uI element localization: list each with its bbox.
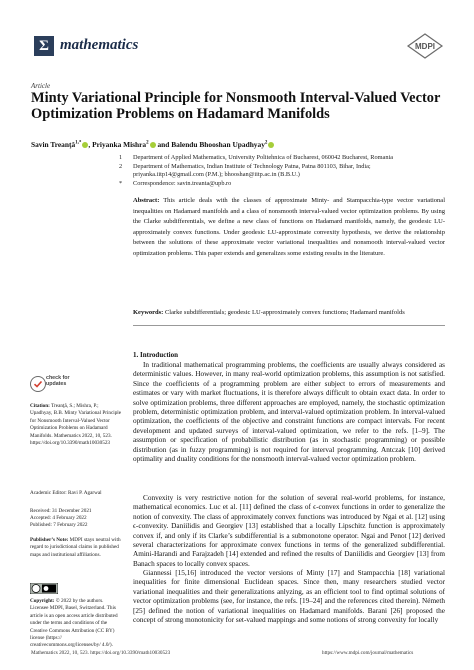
keywords-label: Keywords: [133, 309, 164, 316]
author-list: Savin Treanţă$^{1,*}$ , Priyanka Mishra$^2$ and Balendu Bhooshan Upadhyay$^2$ [31, 140, 274, 149]
author-name: Savin Treanţă [31, 140, 76, 149]
author-name: Priyanka Mishra [92, 140, 147, 149]
abstract-label: Abstract: [133, 197, 160, 204]
paragraph: Convexity is very restrictive notion for the solution of several real-world problems, for instance, mathematical economics. Luc et al. [11] defined the class of ϵ-convex functions in order to generalize the notion of convexity. The class of approximately convex functions was introduced by Ngai et al. [12] using ϵ-convexity. Daniilidis and Georgiev [13] established that a locally Lipschitz function is approximately convex if, and only if its Clarke’s subdifferential is a submonotone operator. Ngai and Penot [12] derived several characterizations for approximate convex functions in terms of the generalized subdifferential. Amini-Harandi and Farajzadeh [14] extended and refined the results of Daniilidis and Georgiev [13] from Banach spaces to locally convex spaces. [133, 494, 445, 568]
article-type: Article [31, 82, 51, 90]
author-name: Balendu Bhooshan Upadhyay [171, 140, 265, 149]
journal-name[interactable]: mathematics [60, 37, 139, 53]
cc-by-icon[interactable] [30, 581, 58, 592]
mdpi-logo-icon[interactable] [406, 33, 444, 59]
paragraph: Giannessi [15,16] introduced the vector versions of Minty [17] and Stampacchia [18] variational inequalities for finite dimensional Euclidean spaces. Since then, many researchers studied vector variational inequalities and their generalizations anlyzing, as an efficient tool to find optimal solutions of vector optimization problems (see, for instance, the refs. [19–24] and the references cited therein). Németh [25] defined the notion of variational inequalities on Hadamard manifolds. Barani [26] proposed the concept of strong monotonicity for set-valued mappings and some notions of strong convexity for locally [133, 569, 445, 625]
footer-journal-url[interactable]: https://www.mdpi.com/journal/mathematics [322, 650, 414, 656]
paper-title: Minty Variational Principle for Nonsmooth Interval-Valued Vector Optimization Problems on Hadamard Manifolds [31, 90, 441, 122]
affiliation-2: 2 Department of Mathematics, Indian Institute of Technology Patna, Patna 801103, Bihar, India; [119, 163, 371, 170]
academic-editor: Academic Editor: Ravi P. Agarwal [30, 490, 102, 496]
keywords-text: Clarke subdifferentials; geodesic LU-approximately convex functions; Hadamard manifolds [164, 309, 405, 316]
section-heading: 1. Introduction [133, 351, 178, 359]
citation: Citation: Treanţă, S.; Mishra, P.; Upadhyay, B.B. Minty Variational Principle for Nonsmooth Interval-Valued Vector Optimization Problems on Hadamard Manifolds. Mathematics 2022, 10, 523. https://doi.org/10.3390/math10030523 [30, 403, 122, 447]
journal-logo-icon: Σ [34, 36, 54, 56]
received-date: Received: 31 December 2021 [30, 508, 92, 514]
footer-citation[interactable]: Mathematics 2022, 10, 523. https://doi.org/10.3390/math10030523 [31, 650, 171, 656]
affiliation-1: 1 Department of Applied Mathematics, University Politehnica of Bucharest, 060042 Bucharest, Romania [119, 154, 394, 161]
published-date: Published: 7 February 2022 [30, 522, 88, 528]
orcid-icon[interactable] [268, 142, 274, 148]
mdpi-logo-text: MDPI [415, 42, 435, 51]
check-for-updates-label[interactable]: check for updates [46, 375, 70, 388]
keywords [133, 308, 445, 317]
accepted-date: Accepted: 4 February 2022 [30, 515, 87, 521]
paragraph: In traditional mathematical programming problems, the coefficients are usually always considered as deterministic values. However, in many real-world optimization problems, this assumption is not satisfied. Since the coefficients of a programming problem are either subject to errors of measurements and estimates or vary with market fluctuations, it is therefore always difficult to obtain exact data. In order to solve optimization problems, three different approaches are employed, namely, the stochastic optimization problem, deterministic optimization problem, and interval-valued optimization problem. In interval-valued optimization, the coefficients of the objective and constraint functions are compact intervals. For recent development and updated surveys of interval-valued optimization, we refer to the refs. [1–9]. The assumption or specification of probabilistic distribution (as in stochastic programming) or possible distribution (as in fuzzy programming) is not required for interval programming. Antczak [10] derived optimality and duality conditions for the nonsmooth interval-valued vector optimization problem. [133, 361, 445, 464]
abstract [133, 196, 445, 260]
publisher-note: Publisher’s Note: MDPI stays neutral with regard to jurisdictional claims in published maps and institutional affiliations. [30, 537, 121, 558]
affiliation-2-emails[interactable]: priyanka.iitp14@gmail.com (P.M.); bhooshan@iitp.ac.in (B.B.U.) [133, 171, 300, 178]
check-for-updates-icon[interactable] [30, 376, 46, 392]
copyright: Copyright: © 2022 by the authors. Licensee MDPI, Basel, Switzerland. This article is an open access article distributed under the terms and conditions of the Creative Commons Attribution (CC BY) license (https:// creativecommons.org/licenses/by/ 4.0/). [30, 598, 118, 649]
correspondence: * Correspondence: savin.treanta@upb.ro [119, 180, 232, 187]
divider [133, 325, 445, 326]
abstract-text: This article deals with the classes of approximate Minty- and Stampacchia-type vector variational inequalities on Hadamard manifolds and a class of nonsmooth interval-valued vector optimization problems. By using the Clarke subdifferentials, we define a new class of functions on Hadamard manifolds, namely, the geodesic LU-approximately convex functions. Under geodesic LU-approximate convexity hypothesis, we derive the relationship between the solutions of these approximate vector variational inequalities and nonsmooth interval-valued vector optimization problems. This paper extends and generalizes some existing results in the literature. [133, 197, 446, 257]
